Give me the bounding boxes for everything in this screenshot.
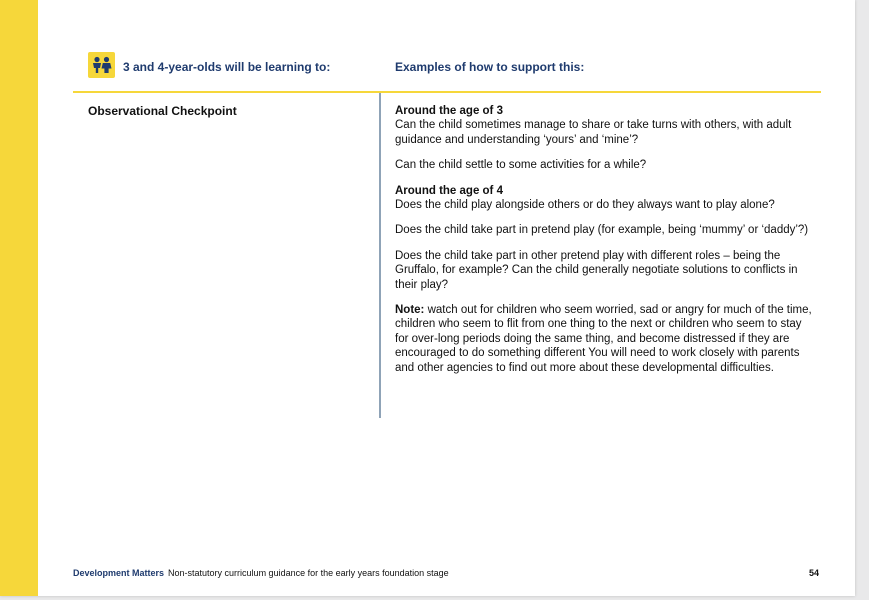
- learning-heading: 3 and 4-year-olds will be learning to:: [123, 60, 331, 74]
- footer-title: [73, 568, 449, 578]
- note-label: Note:: [395, 304, 425, 317]
- support-examples: [395, 104, 815, 386]
- age-4-question-roles: Does the child take part in other pretend play with different roles – being the Gruffalo, for example? Can the child generally negotiate solutions to conflicts in their play?: [395, 249, 798, 291]
- yellow-margin-strip: [0, 0, 38, 596]
- age-4-question-alongside: Does the child play alongside others or do they always want to play alone?: [395, 199, 775, 212]
- note-text: watch out for children who seem worried, sad or angry for much of the time, children who seem to flit from one thing to the next or children who seem to stay for over-long periods doing the same thing, and become distressed if they are encouraged to do something different You will need to work closely with parents and other agencies to find out more about these developmental difficulties.: [395, 304, 812, 374]
- page-number: 54: [809, 568, 820, 578]
- header-divider: [73, 91, 821, 93]
- age-3-question-share: Can the child sometimes manage to share or take turns with others, with adult guidance and understanding ‘yours’ and ‘mine’?: [395, 119, 792, 146]
- note-paragraph: [395, 303, 815, 375]
- support-heading: Examples of how to support this:: [395, 60, 585, 74]
- footer-brand: Development Matters: [73, 568, 165, 578]
- observational-checkpoint-title: Observational Checkpoint: [88, 104, 237, 118]
- age-4-heading: Around the age of 4: [395, 184, 503, 197]
- age-4-question-pretend: Does the child take part in pretend play (for example, being ‘mummy’ or ‘daddy’?): [395, 224, 809, 237]
- column-divider: [379, 93, 381, 418]
- footer-subtitle: Non-statutory curriculum guidance for the early years foundation stage: [168, 568, 449, 578]
- age-3-question-settle: Can the child settle to some activities for a while?: [395, 159, 647, 172]
- age-3-heading: Around the age of 3: [395, 105, 503, 117]
- children-icon: [88, 52, 115, 78]
